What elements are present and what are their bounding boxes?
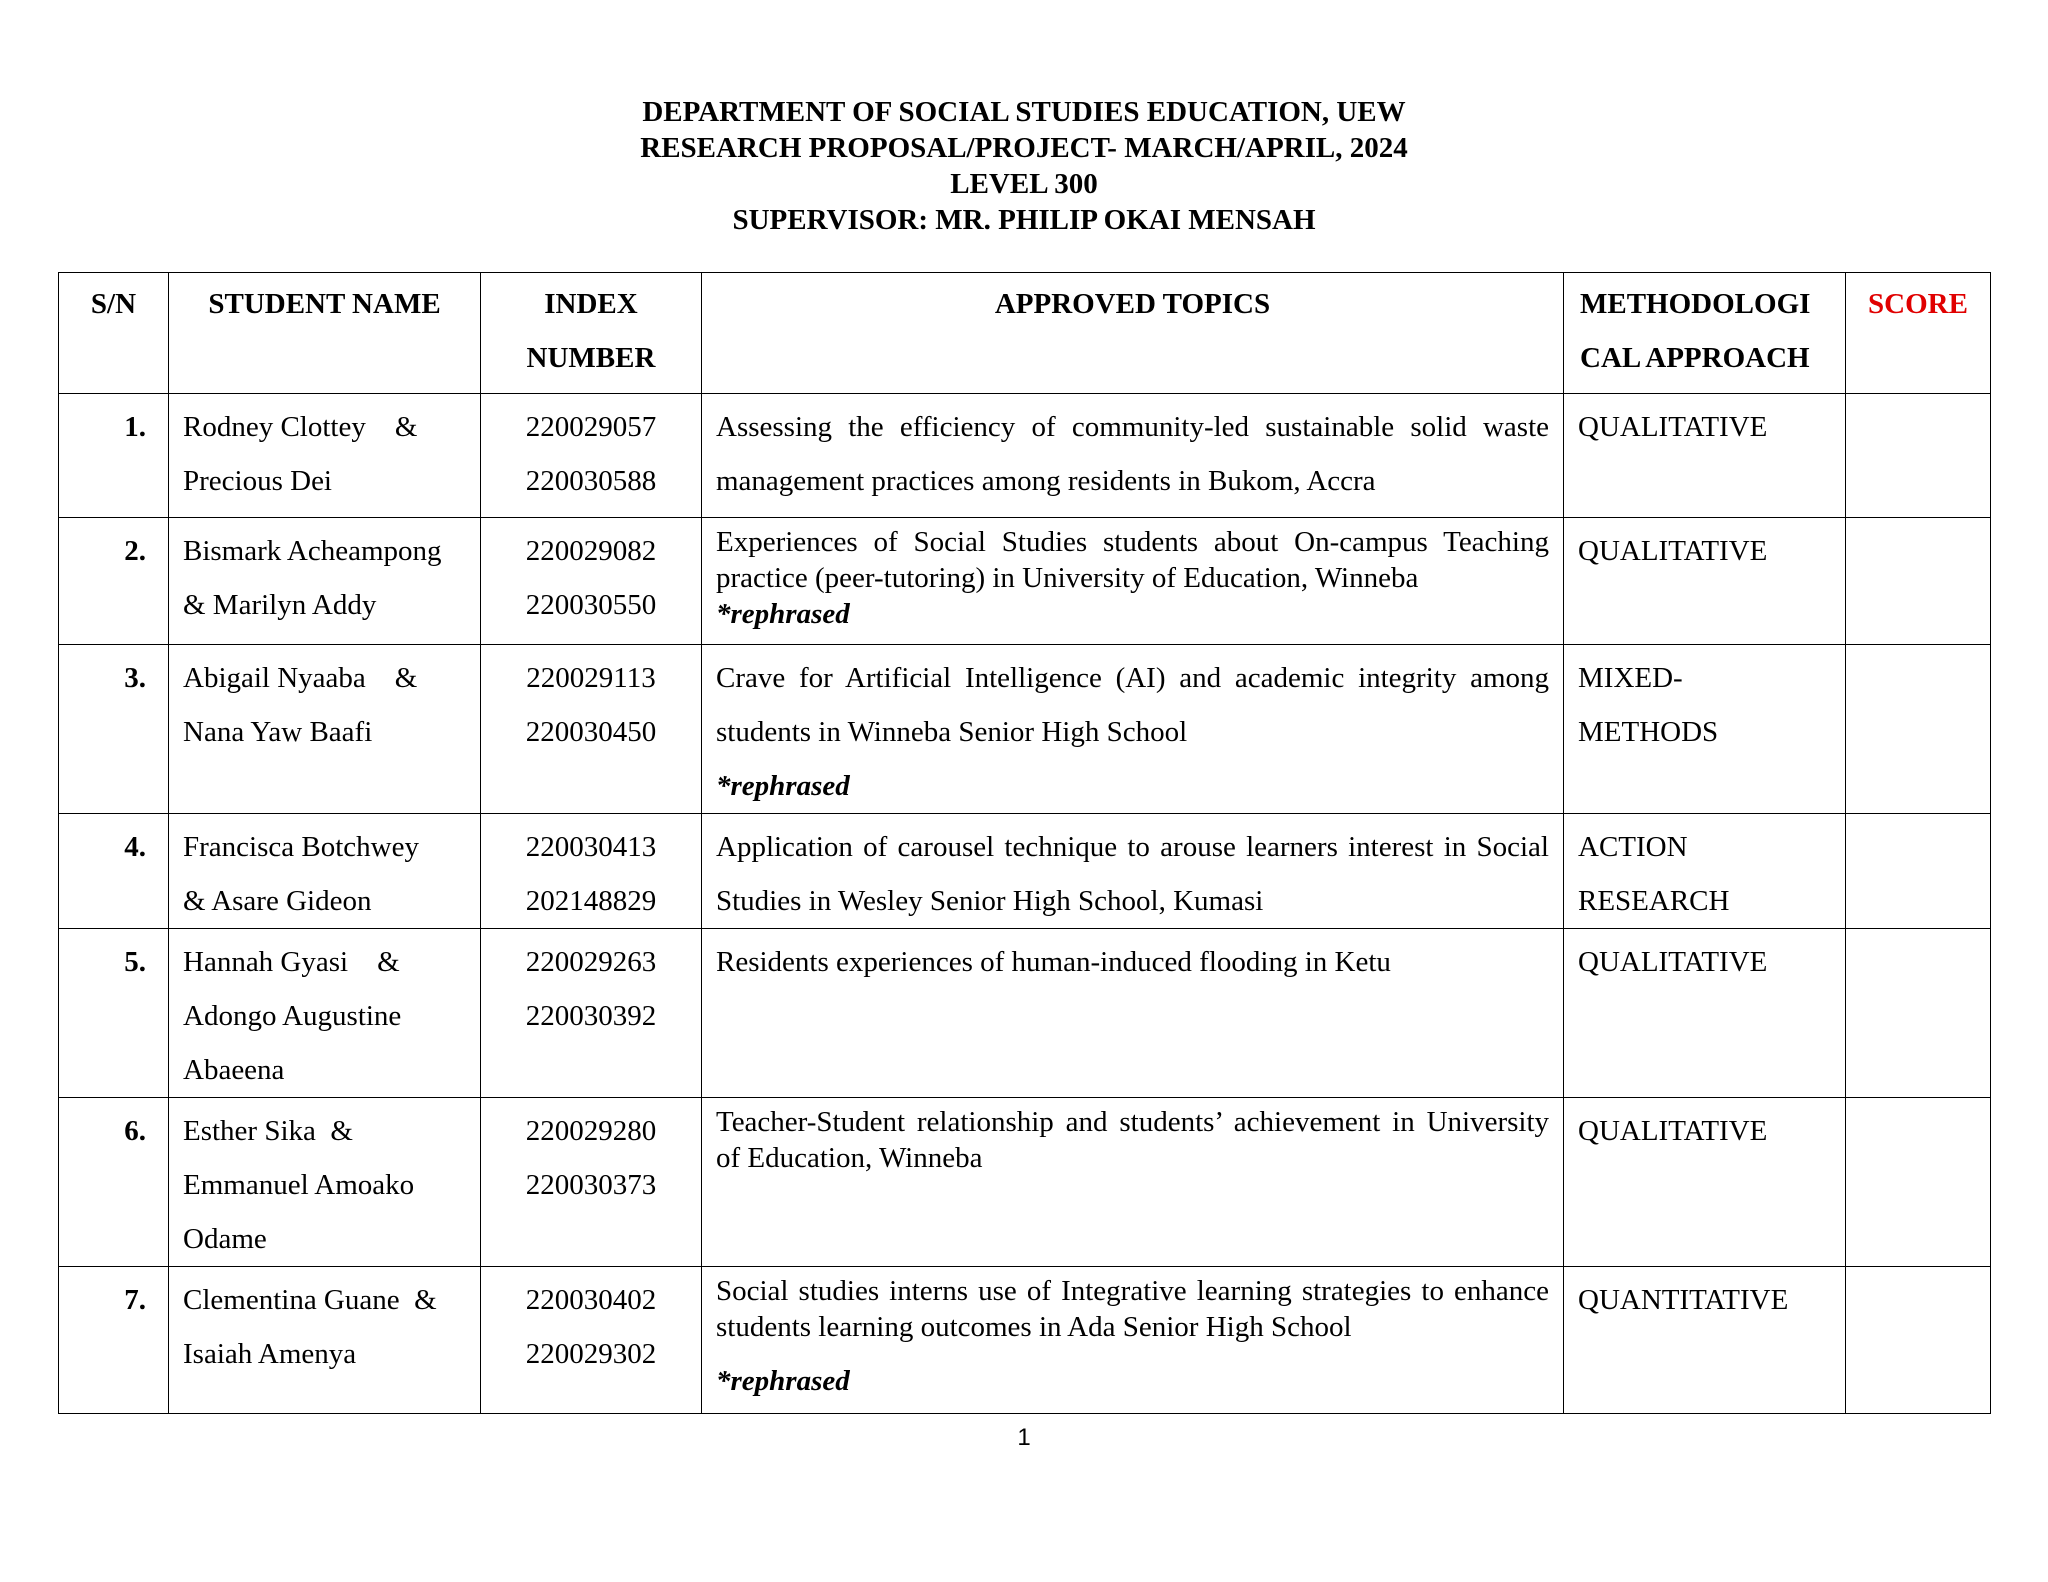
cell-methodology: QUANTITATIVE [1564, 1267, 1846, 1414]
document-header [0, 94, 2048, 238]
cell-sn: 3. [59, 645, 169, 814]
cell-topic: Social studies interns use of Integrative learning strategies to enhance students learning outcomes in Ada Senior High School *rephrased [702, 1267, 1564, 1414]
cell-score [1846, 929, 1991, 1098]
col-header-methodological-approach: METHODOLOGI CAL APPROACH [1564, 273, 1846, 394]
cell-student-name: Abigail Nyaaba & Nana Yaw Baafi [169, 645, 481, 814]
cell-score [1846, 645, 1991, 814]
cell-index-number: 220029280 220030373 [481, 1098, 702, 1267]
rephrased-note: *rephrased [716, 1365, 850, 1397]
cell-topic: Residents experiences of human-induced flooding in Ketu [702, 929, 1564, 1098]
table-row [59, 1267, 1991, 1414]
cell-sn: 5. [59, 929, 169, 1098]
cell-sn: 1. [59, 394, 169, 518]
col-header-index-number: INDEX NUMBER [481, 273, 702, 394]
cell-index-number: 220029057 220030588 [481, 394, 702, 518]
col-header-score: SCORE [1846, 273, 1991, 394]
header-level: LEVEL 300 [950, 168, 1098, 200]
cell-topic: Application of carousel technique to arouse learners interest in Social Studies in Wesley Senior High School, Kumasi [702, 814, 1564, 929]
header-supervisor: SUPERVISOR: MR. PHILIP OKAI MENSAH [732, 204, 1316, 236]
cell-topic: Experiences of Social Studies students about On-campus Teaching practice (peer-tutoring) in University of Education, Winneba *rephrased [702, 518, 1564, 645]
cell-score [1846, 1267, 1991, 1414]
cell-sn: 6. [59, 1098, 169, 1267]
cell-sn: 4. [59, 814, 169, 929]
cell-methodology: QUALITATIVE [1564, 518, 1846, 645]
cell-score [1846, 1098, 1991, 1267]
table-row [59, 518, 1991, 645]
cell-index-number: 220029113 220030450 [481, 645, 702, 814]
cell-methodology: QUALITATIVE [1564, 1098, 1846, 1267]
cell-methodology: QUALITATIVE [1564, 394, 1846, 518]
table-row [59, 929, 1991, 1098]
cell-score [1846, 518, 1991, 645]
header-project: RESEARCH PROPOSAL/PROJECT- MARCH/APRIL, 2024 [640, 132, 1408, 164]
cell-topic: Teacher-Student relationship and students’ achievement in University of Education, Winneba [702, 1098, 1564, 1267]
cell-methodology: ACTION RESEARCH [1564, 814, 1846, 929]
table-row [59, 1098, 1991, 1267]
cell-student-name: Francisca Botchwey & Asare Gideon [169, 814, 481, 929]
table-header-row [59, 273, 1991, 394]
cell-student-name: Hannah Gyasi & Adongo Augustine Abaeena [169, 929, 481, 1098]
cell-student-name: Rodney Clottey & Precious Dei [169, 394, 481, 518]
topics-table [58, 272, 1991, 1414]
col-header-sn: S/N [59, 273, 169, 394]
cell-topic: Assessing the efficiency of community-led sustainable solid waste management practices among residents in Bukom, Accra [702, 394, 1564, 518]
cell-index-number: 220029082 220030550 [481, 518, 702, 645]
cell-methodology: QUALITATIVE [1564, 929, 1846, 1098]
table-row [59, 814, 1991, 929]
cell-topic: Crave for Artificial Intelligence (AI) and academic integrity among students in Winneba Senior High School *rephrased [702, 645, 1564, 814]
cell-sn: 2. [59, 518, 169, 645]
cell-student-name: Esther Sika & Emmanuel Amoako Odame [169, 1098, 481, 1267]
table-row [59, 394, 1991, 518]
rephrased-note: *rephrased [716, 598, 850, 630]
col-header-approved-topics: APPROVED TOPICS [702, 273, 1564, 394]
cell-sn: 7. [59, 1267, 169, 1414]
col-header-student-name: STUDENT NAME [169, 273, 481, 394]
cell-index-number: 220030402 220029302 [481, 1267, 702, 1414]
cell-score [1846, 814, 1991, 929]
header-department: DEPARTMENT OF SOCIAL STUDIES EDUCATION, UEW [642, 96, 1406, 128]
cell-student-name: Bismark Acheampong & Marilyn Addy [169, 518, 481, 645]
table-row [59, 645, 1991, 814]
cell-index-number: 220029263 220030392 [481, 929, 702, 1098]
cell-student-name: Clementina Guane & Isaiah Amenya [169, 1267, 481, 1414]
cell-methodology: MIXED- METHODS [1564, 645, 1846, 814]
cell-index-number: 220030413 202148829 [481, 814, 702, 929]
page-number: 1 [1017, 1424, 1031, 1451]
cell-score [1846, 394, 1991, 518]
rephrased-note: *rephrased [716, 770, 850, 802]
